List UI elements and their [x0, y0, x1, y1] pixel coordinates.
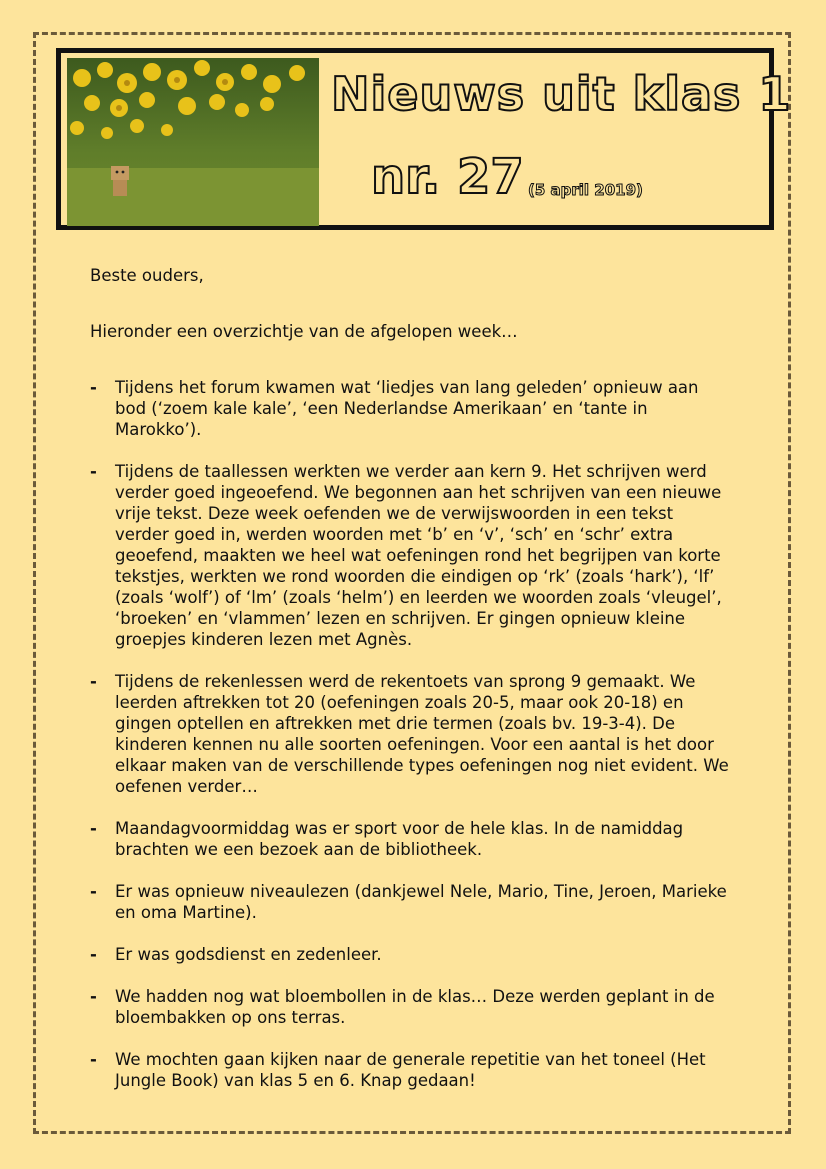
list-item-text: Maandagvoormiddag was er sport voor de hele klas. In de namiddag brachten we een bezoek aan de bibliotheek. — [115, 819, 684, 859]
news-items-list — [90, 377, 730, 1091]
list-item-text: Er was godsdienst en zedenleer. — [115, 945, 382, 964]
bullet: - — [90, 945, 97, 964]
bullet: - — [90, 672, 97, 691]
newsletter-header — [56, 48, 792, 230]
list-item-text: We mochten gaan kijken naar de generale repetitie van het toneel (Het Jungle Book) van klas 5 en 6. Knap gedaan! — [115, 1050, 706, 1090]
list-item — [90, 1049, 730, 1091]
list-item — [90, 944, 730, 965]
bullet: - — [90, 882, 97, 901]
list-item-text: Tijdens de rekenlessen werd de rekentoets van sprong 9 gemaakt. We leerden aftrekken tot 20 (oefeningen zoals 20-5, maar ook 20-18) en gingen optellen en aftrekken met drie termen (zoals bv. 19-3-4). De kinderen kennen nu alle soorten oefeningen. Voor een aantal is het door elkaar maken van de verschillende types oefeningen nog niet evident. We oefenen verder… — [115, 672, 729, 796]
list-item-text: We hadden nog wat bloembollen in de klas… Deze werden geplant in de bloembakken op ons terras. — [115, 987, 715, 1027]
bullet: - — [90, 378, 97, 397]
header-photo-flowers — [67, 58, 319, 226]
letter-body — [90, 265, 730, 1112]
bullet: - — [90, 1050, 97, 1069]
bullet: - — [90, 987, 97, 1006]
newsletter-title: Nieuws uit klas 1 — [331, 67, 792, 121]
greeting: Beste ouders, — [90, 266, 204, 285]
issue-date: (5 april 2019) — [528, 181, 643, 199]
list-item — [90, 986, 730, 1028]
list-item — [90, 461, 730, 650]
list-item-text: Er was opnieuw niveaulezen (dankjewel Nele, Mario, Tine, Jeroen, Marieke en oma Martine). — [115, 882, 727, 922]
list-item — [90, 818, 730, 860]
list-item — [90, 377, 730, 440]
bullet: - — [90, 462, 97, 481]
intro-text: Hieronder een overzichtje van de afgelopen week… — [90, 322, 518, 341]
flowers-image — [67, 58, 319, 226]
list-item-text: Tijdens de taallessen werkten we verder aan kern 9. Het schrijven werd verder goed ingeoefend. We begonnen aan het schrijven van een nieuwe vrije tekst. Deze week oefenden we de verwijswoorden in een tekst verder goed in, werden woorden met ‘b’ en ‘v’, ‘sch’ en ‘schr’ extra geoefend, maakten we heel wat oefeningen rond het begrijpen van korte tekstjes, werkten we rond woorden die eindigen op ‘rk’ (zoals ‘hark’), ‘lf’ (zoals ‘wolf’) of ‘lm’ (zoals ‘helm’) en leerden we woorden zoals ‘vleugel’, ‘broeken’ en ‘vlammen’ lezen en schrijven. Er gingen opnieuw kleine groepjes kinderen lezen met Agnès. — [115, 462, 722, 649]
list-item — [90, 671, 730, 797]
issue-number: nr. 27 — [371, 149, 524, 205]
bullet: - — [90, 819, 97, 838]
list-item — [90, 881, 730, 923]
list-item-text: Tijdens het forum kwamen wat ‘liedjes van lang geleden’ opnieuw aan bod (‘zoem kale kale’, ‘een Nederlandse Amerikaan’ en ‘tante in Marokko’). — [115, 378, 699, 439]
